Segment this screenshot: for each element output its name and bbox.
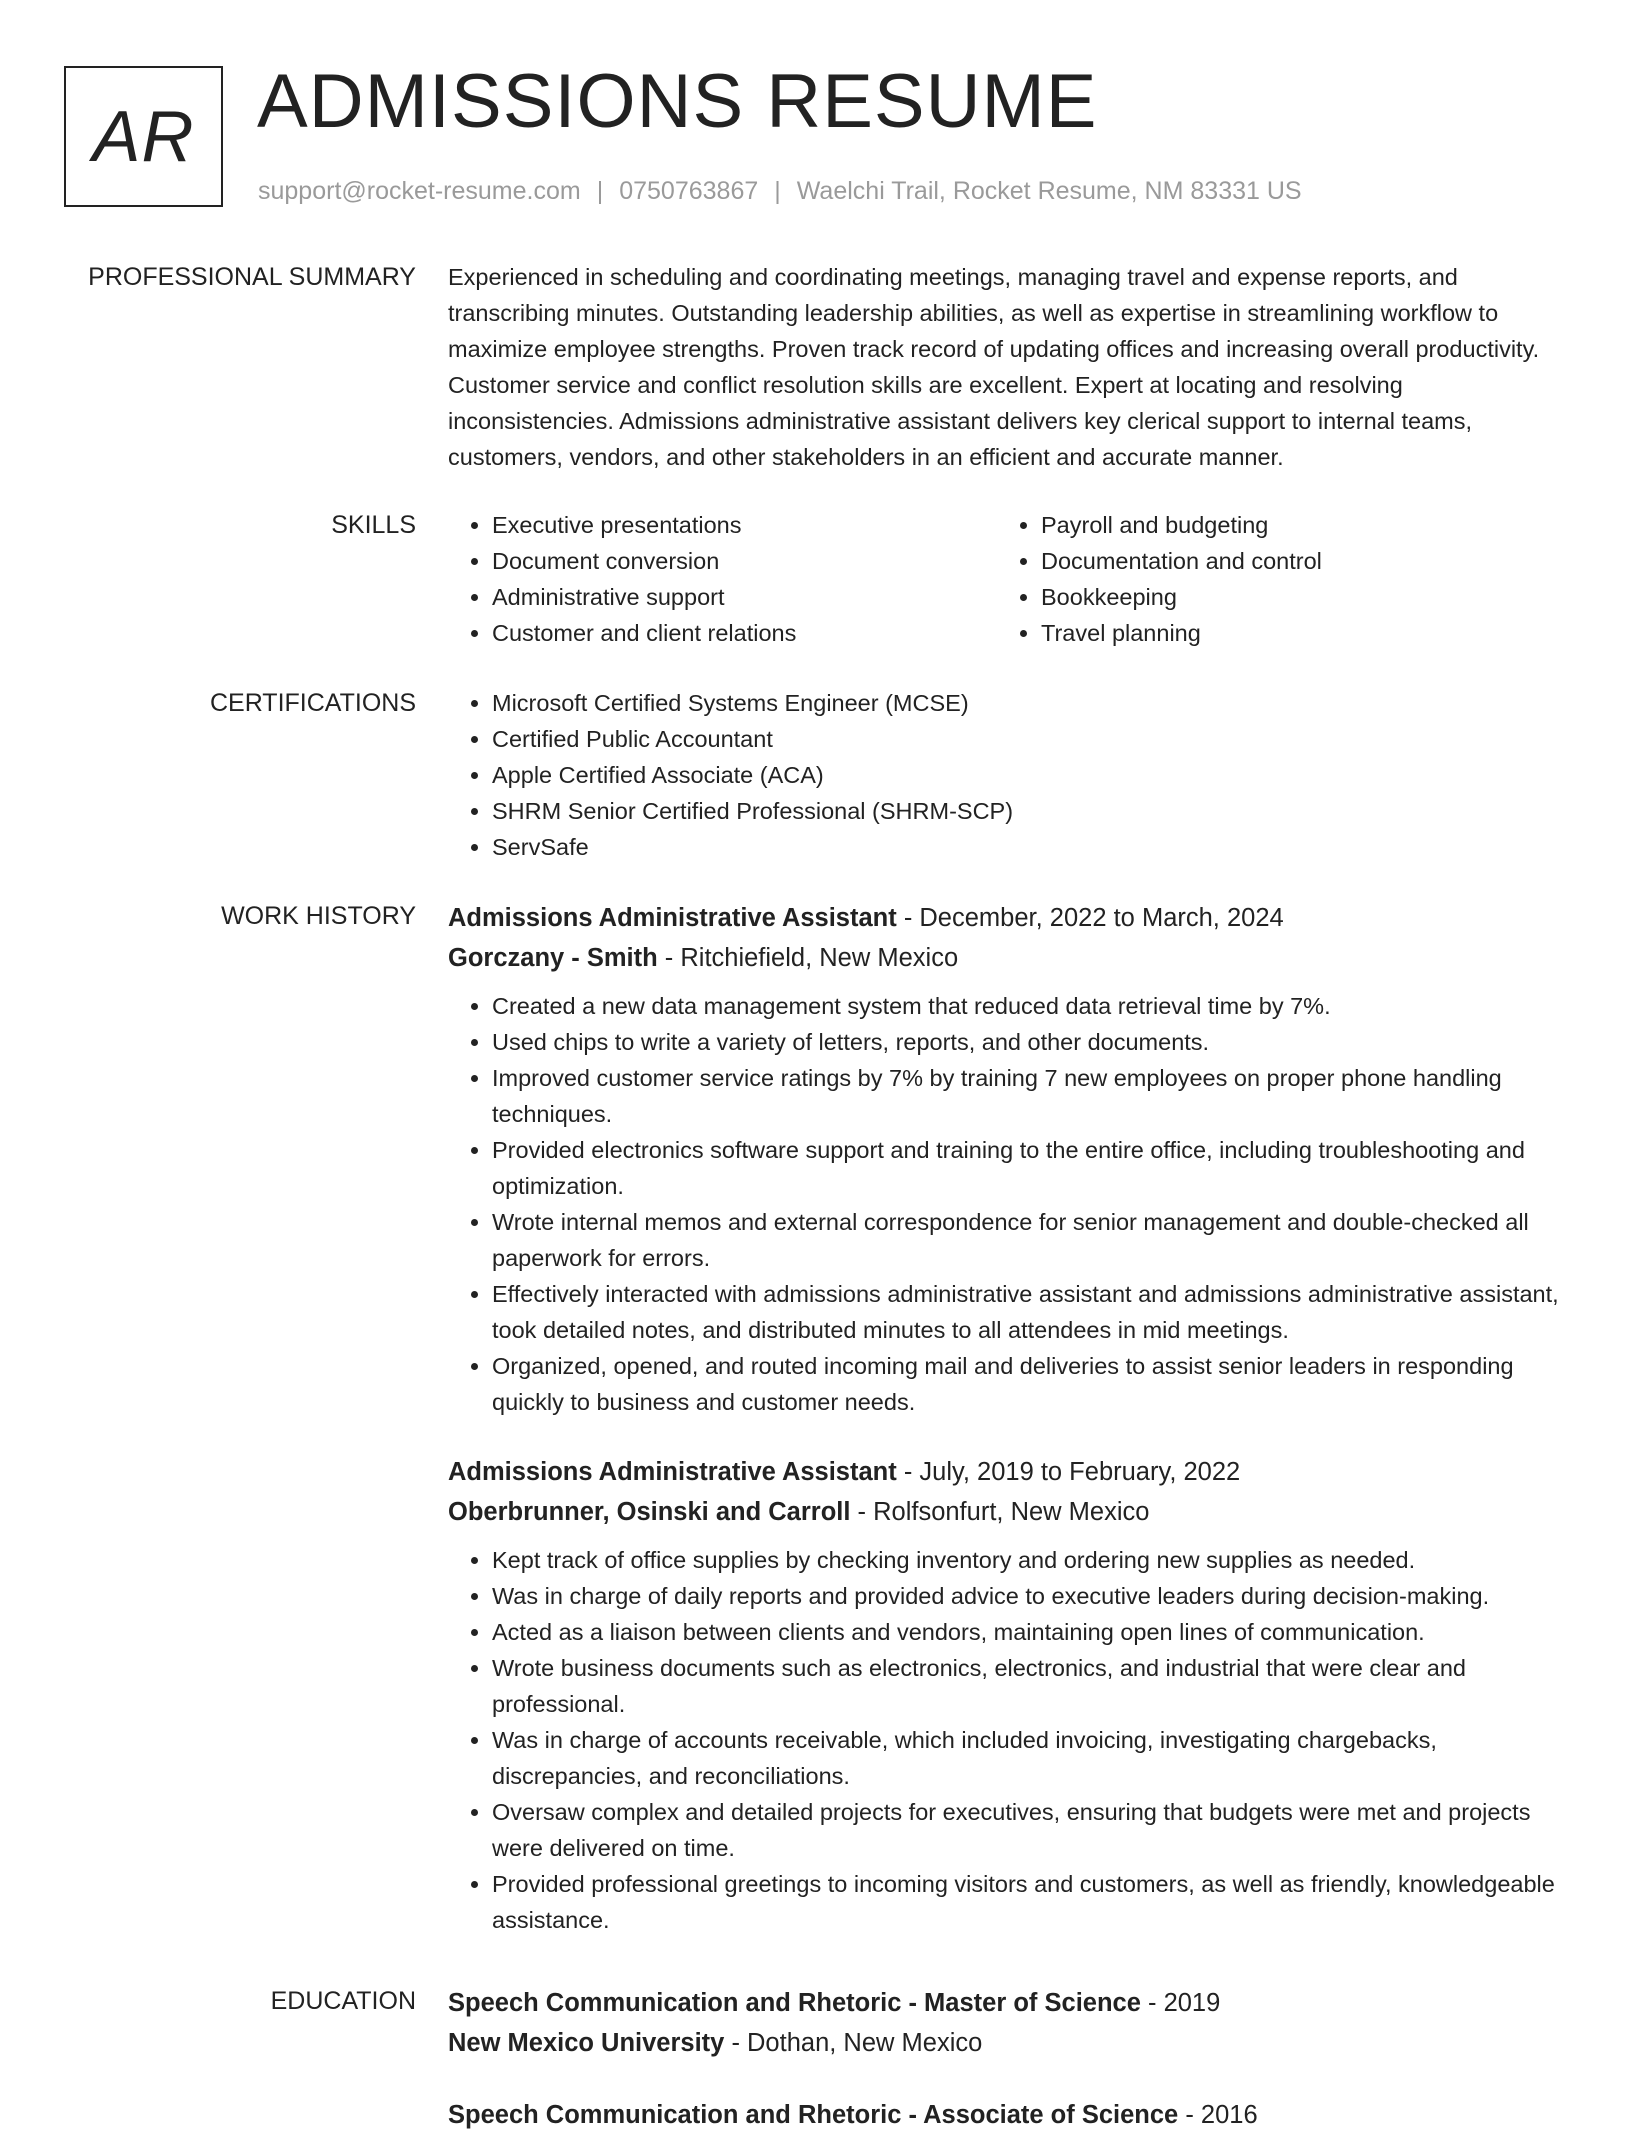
contact-line [258,176,1302,206]
list-item: • Microsoft Certified Systems Engineer (MCSE) [492,685,1572,721]
job-company-line [448,1492,1572,1532]
job-title-line [448,898,1572,938]
education-year: - 2019 [1140,1989,1221,2017]
education-body [448,1983,1572,2135]
list-item: • Document conversion [492,543,997,579]
education-degree-line [448,1983,1572,2023]
job-title-line [448,1452,1572,1492]
education-degree: Speech Communication and Rhetoric - Associate of Science [448,2101,1179,2129]
list-item: • Payroll and budgeting [1041,507,1546,543]
list-item: • Documentation and control [1041,543,1546,579]
section-title-summary: PROFESSIONAL SUMMARY [88,263,416,291]
section-title-work-history: WORK HISTORY [221,902,416,930]
skills-body [448,507,1572,651]
section-title-education: EDUCATION [270,1987,416,2015]
education-degree: Speech Communication and Rhetoric - Master of Science [448,1989,1141,2017]
job-role: Admissions Administrative Assistant [448,904,897,932]
list-item: • Organized, opened, and routed incoming mail and deliveries to assist senior leaders in responding quickly to business and customer needs. [492,1348,1572,1420]
list-item: • Was in charge of accounts receivable, which included invoicing, investigating chargebacks, discrepancies, and reconciliations. [492,1722,1572,1794]
job-dates: - December, 2022 to March, 2024 [896,904,1284,932]
job-role: Admissions Administrative Assistant [448,1458,897,1486]
list-item: • Provided professional greetings to incoming visitors and customers, as well as friendly, knowledgeable assistance. [492,1866,1572,1938]
monogram-box [64,66,223,207]
list-item: • Effectively interacted with admissions administrative assistant and admissions administrative assistant, took detailed notes, and distributed minutes to all attendees in mid meetings. [492,1276,1572,1348]
job-bullets [448,1542,1572,1938]
job-location: - Ritchiefield, New Mexico [657,944,959,972]
summary-text: Experienced in scheduling and coordinating meetings, managing travel and expense reports, and transcribing minutes. Outstanding leadership abilities, as well as expertise in streamlining workflow to maximize employee strengths. Proven track record of updating offices and increasing overall productivity. Customer service and conflict resolution skills are excellent. Expert at locating and resolving inconsistencies. Admissions administrative assistant delivers key clerical support to internal teams, customers, vendors, and other stakeholders in an efficient and accurate manner. [448,264,1540,470]
list-item: • Travel planning [1041,615,1546,651]
job-company-line [448,938,1572,978]
list-item: • Was in charge of daily reports and provided advice to executive leaders during decision-making. [492,1578,1572,1614]
list-item: • Kept track of office supplies by checking inventory and ordering new supplies as needed. [492,1542,1572,1578]
resume-name: ADMISSIONS RESUME [257,59,1098,144]
skills-list-left [448,507,997,651]
education-location: - Dothan, New Mexico [724,2029,983,2057]
job-entry [448,1452,1572,1938]
list-item: • Acted as a liaison between clients and vendors, maintaining open lines of communication. [492,1614,1572,1650]
education-school: New Mexico University [448,2029,725,2057]
list-item: • Used chips to write a variety of letters, reports, and other documents. [492,1024,1572,1060]
contact-phone[interactable]: 0750763867 [619,177,759,205]
job-company: Oberbrunner, Osinski and Carroll [448,1498,851,1526]
job-location: - Rolfsonfurt, New Mexico [850,1498,1150,1526]
contact-separator: | [774,177,781,205]
list-item: • Wrote internal memos and external correspondence for senior management and double-checked all paperwork for errors. [492,1204,1572,1276]
skills-list-right [997,507,1546,651]
contact-email[interactable]: support@rocket-resume.com [258,177,581,205]
job-dates: - July, 2019 to February, 2022 [896,1458,1241,1486]
certifications-body [448,685,1572,865]
list-item: • Certified Public Accountant [492,721,1572,757]
section-title-certifications: CERTIFICATIONS [209,689,416,717]
education-degree-line [448,2095,1572,2135]
section-title-skills: SKILLS [331,511,416,539]
list-item: • Administrative support [492,579,997,615]
list-item: • Apple Certified Associate (ACA) [492,757,1572,793]
list-item: • Bookkeeping [1041,579,1546,615]
list-item: • Improved customer service ratings by 7% by training 7 new employees on proper phone handling techniques. [492,1060,1572,1132]
job-company: Gorczany - Smith [448,944,658,972]
certifications-list [448,685,1572,865]
job-bullets [448,988,1572,1420]
education-year: - 2016 [1178,2101,1258,2129]
list-item: • Provided electronics software support and training to the entire office, including troubleshooting and optimization. [492,1132,1572,1204]
work-history-body [448,898,1572,1938]
summary-body [448,259,1572,475]
list-item: • Executive presentations [492,507,997,543]
education-school-line [448,2023,1572,2063]
job-entry [448,898,1572,1420]
contact-address: Waelchi Trail, Rocket Resume, NM 83331 US [796,177,1302,205]
contact-separator: | [596,177,604,205]
list-item: • Created a new data management system that reduced data retrieval time by 7%. [492,988,1572,1024]
list-item: • Wrote business documents such as electronics, electronics, and industrial that were clear and professional. [492,1650,1572,1722]
list-item: • Customer and client relations [492,615,997,651]
list-item: • ServSafe [492,829,1572,865]
list-item: • Oversaw complex and detailed projects for executives, ensuring that budgets were met and projects were delivered on time. [492,1794,1572,1866]
list-item: • SHRM Senior Certified Professional (SHRM-SCP) [492,793,1572,829]
monogram-initials: AR [92,96,195,177]
